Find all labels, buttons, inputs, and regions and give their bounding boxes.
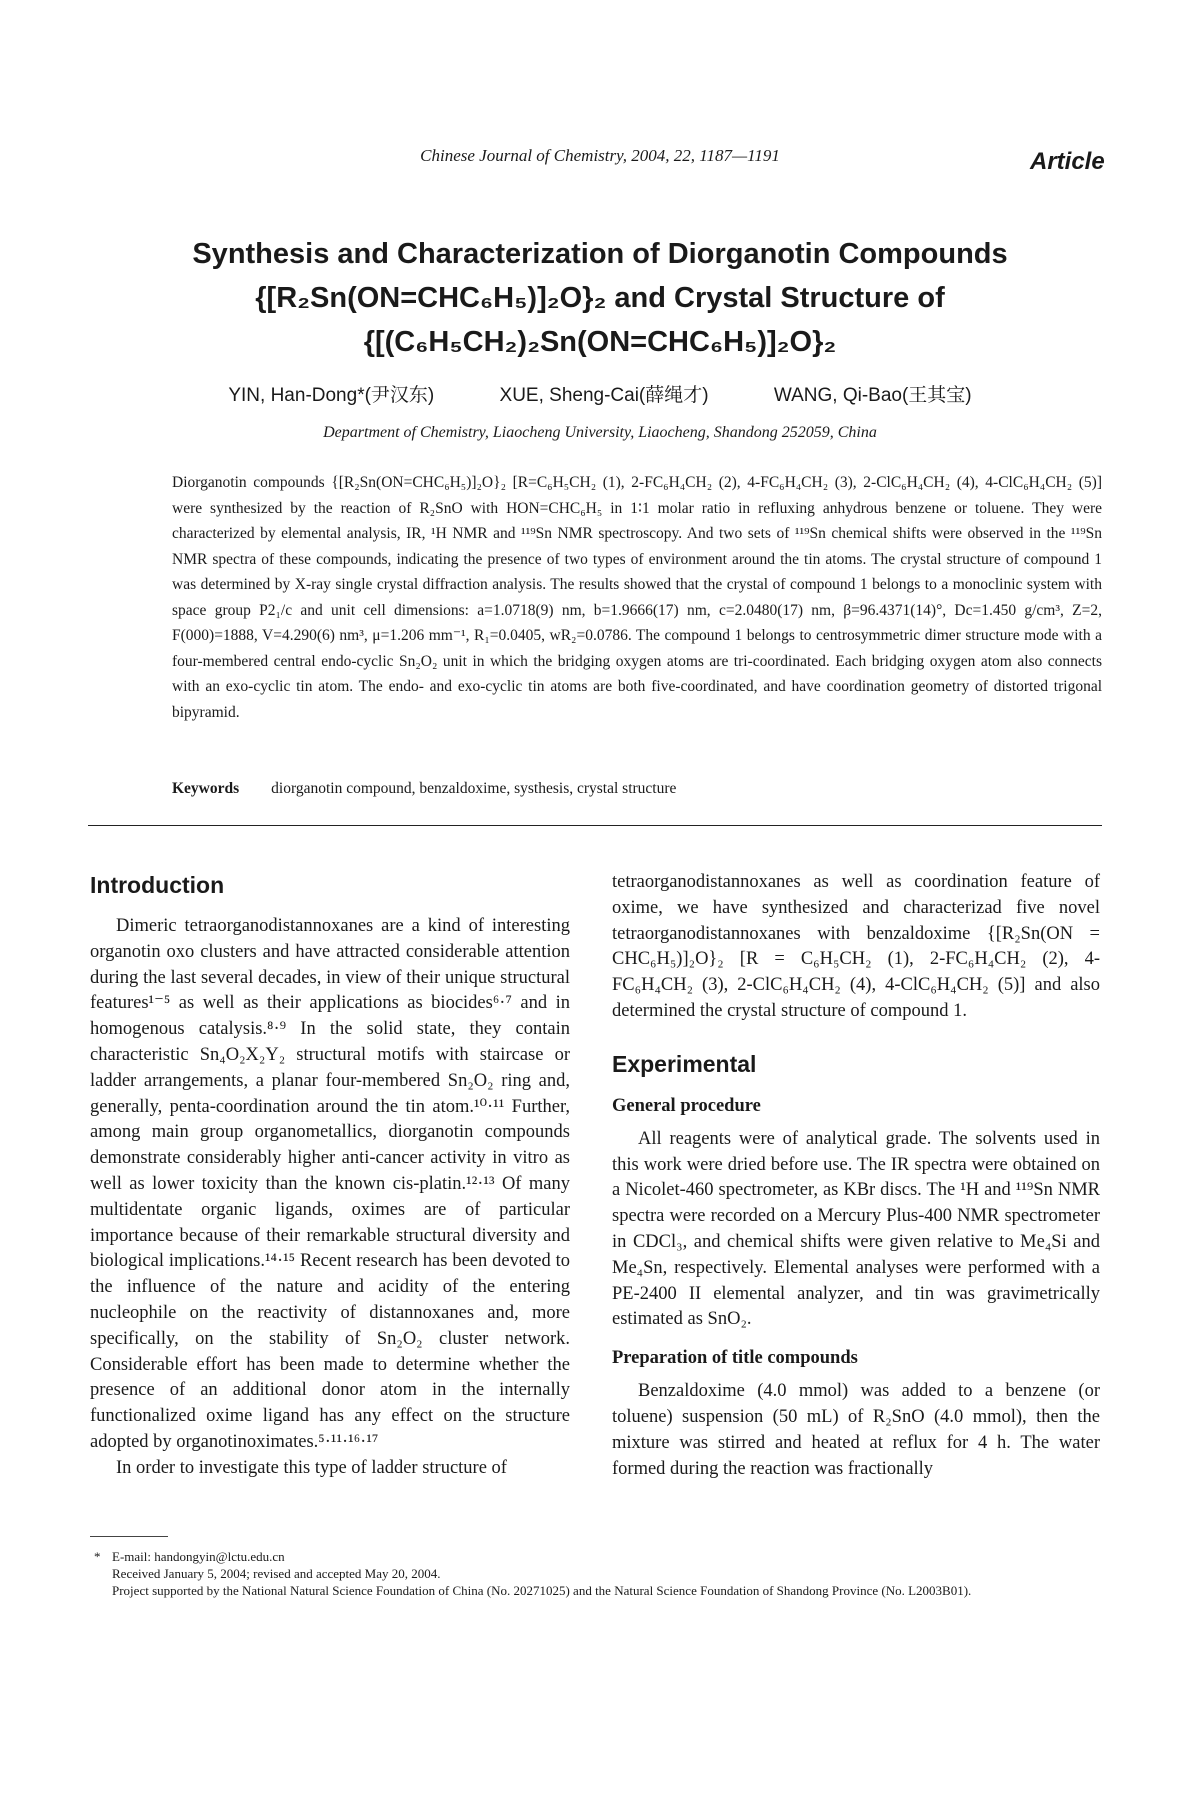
left-column xyxy=(90,870,570,1482)
preparation-text: Benzaldoxime (4.0 mmol) was added to a benzene (or toluene) suspension (50 mL) of R₂SnO (4.0 mmol), then the mixture was stirred and heated at reflux for 4 h. The water formed during the reaction was fractionally xyxy=(612,1381,1100,1479)
abstract: Diorganotin compounds {[R₂Sn(ON=CHC₆H₅)]₂O}₂ [R=C₆H₅CH₂ (1), 2-FC₆H₄CH₂ (2), 4-FC₆H₄CH₂ (3), 2-ClC₆H₄CH₂ (4), 4-ClC₆H₄CH₂ (5)] were synthesized by the reaction of R₂SnO with HON=CHC₆H₅ in 1∶1 molar ratio in refluxing anhydrous benzene or toluene. They were characterized by elemental analysis, IR, ¹H NMR and ¹¹⁹Sn NMR spectroscopy. And two sets of ¹¹⁹Sn chemical shifts were observed in the ¹¹⁹Sn NMR spectra of these compounds, indicating the presence of two types of environment around the tin atoms. The crystal structure of compound 1 was determined by X-ray single crystal diffraction analysis. The results showed that the crystal of compound 1 belongs to a monoclinic system with space group P2₁/c and unit cell dimensions: a=1.0718(9) nm, b=1.9666(17) nm, c=2.0480(17) nm, β=96.4371(14)°, Dc=1.450 g/cm³, Z=2, F(000)=1888, V=4.290(6) nm³, μ=1.206 mm⁻¹, R₁=0.0405, wR₂=0.0786. The compound 1 belongs to centrosymmetric dimer structure mode with a four-membered central endo-cyclic Sn₂O₂ unit in which the bridging oxygen atoms are tri-coordinated. Each bridging oxygen atom also connects with an exo-cyclic tin atom. The endo- and exo-cyclic tin atoms are both five-coordinated, and have coordination geometry of distorted trigonal bipyramid. xyxy=(172,474,1102,721)
footnote-email: E-mail: handongyin@lctu.edu.cn xyxy=(112,1549,285,1564)
experimental-heading: Experimental xyxy=(612,1050,757,1077)
introduction-paragraph-2-continued: tetraorganodistannoxanes as well as coordination feature of oxime, we have synthesized and characterizad five novel tetraorganodistannoxanes with benzaldoxime {[R₂Sn(ON = CHC₆H₅)]₂O}₂ [R = C₆H₅CH₂ (1), 2-FC₆H₄CH₂ (2), 4-FC₆H₄CH₂ (3), 2-ClC₆H₄CH₂ (4), 4-ClC₆H₄CH₂ (5)] and also determined the crystal structure of compound 1. xyxy=(612,872,1100,1021)
introduction-paragraph-2: In order to investigate this type of ladder structure of xyxy=(116,1457,507,1478)
footnote-received: Received January 5, 2004; revised and accepted May 20, 2004. xyxy=(112,1566,441,1581)
introduction-paragraph-1: Dimeric tetraorganodistannoxanes are a kind of interesting organotin oxo clusters and have attracted considerable attention during the last several decades, in view of their unique structural features¹⁻⁵ as well as their applications as biocides⁶·⁷ and in homogenous catalysis.⁸·⁹ In the solid state, they contain characteristic Sn₄O₂X₂Y₂ structural motifs with staircase or ladder arrangements, a planar four-membered Sn₂O₂ ring and, generally, penta-coordination around the tin atom.¹⁰·¹¹ Further, among main group organometallics, diorganotin compounds demonstrate considerably higher anti-cancer activity in vitro as well as lower toxicity than the known cis-platin.¹²·¹³ Of many multidentate organic ligands, oximes are of particular importance because of their remarkable structural diversity and biological implications.¹⁴·¹⁵ Recent research has been devoted to the influence of the nature and acidity of the entering nucleophile on the reactivity of distannoxanes and, more specifically, on the stability of Sn₂O₂ cluster network. Considerable effort has been made to determine whether the presence of an additional donor atom in the internally functionalized oxime ligand has any effect on the structure adopted by organotinoximates.⁵·¹¹·¹⁶·¹⁷ xyxy=(90,916,570,1452)
right-column xyxy=(612,870,1100,1482)
footnote-star: * xyxy=(94,1549,101,1564)
general-procedure-text: All reagents were of analytical grade. The solvents used in this work were dried before use. The IR spectra were obtained on a Nicolet-460 spectrometer, as KBr discs. The ¹H and ¹¹⁹Sn NMR spectra were recorded on a Mercury Plus-400 NMR spectrometer in CDCl₃, and chemical shifts were given relative to Me₄Si and Me₄Sn, respectively. Elemental analyses were performed with a PE-2400 II elemental analyzer, and tin was gravimetrically estimated as SnO₂. xyxy=(612,1128,1100,1330)
journal-citation: Chinese Journal of Chemistry, 2004, 22, 1187—1191 xyxy=(420,146,780,165)
section-divider xyxy=(88,825,1102,826)
keywords-text: diorganotin compound, benzaldoxime, systhesis, crystal structure xyxy=(271,780,677,797)
article-label: Article xyxy=(1030,148,1105,175)
paper-title xyxy=(0,232,1200,364)
title-line-2: {[R₂Sn(ON=CHC₆H₅)]₂O}₂ and Crystal Structure of xyxy=(255,282,945,314)
preparation-heading: Preparation of title compounds xyxy=(612,1348,858,1369)
introduction-heading: Introduction xyxy=(90,872,225,898)
title-line-3: {[(C₆H₅CH₂)₂Sn(ON=CHC₆H₅)]₂O}₂ xyxy=(363,326,837,358)
author-1: YIN, Han-Dong*(尹汉东) xyxy=(228,385,435,406)
footnote-project: Project supported by the National Natural Science Foundation of China (No. 20271025) and the Natural Science Foundation of Shandong Province (No. L2003B01). xyxy=(112,1583,972,1598)
footnote-divider xyxy=(90,1536,168,1537)
author-2: XUE, Sheng-Cai(薛绳才) xyxy=(499,385,709,406)
keywords xyxy=(172,780,1102,798)
title-line-1: Synthesis and Characterization of Diorganotin Compounds xyxy=(192,238,1008,270)
author-3: WANG, Qi-Bao(王其宝) xyxy=(773,385,972,406)
footnotes xyxy=(94,1548,1102,1599)
keywords-label: Keywords xyxy=(172,780,240,797)
general-procedure-heading: General procedure xyxy=(612,1095,761,1116)
author-list xyxy=(0,380,1200,407)
affiliation: Department of Chemistry, Liaocheng University, Liaocheng, Shandong 252059, China xyxy=(323,424,877,441)
